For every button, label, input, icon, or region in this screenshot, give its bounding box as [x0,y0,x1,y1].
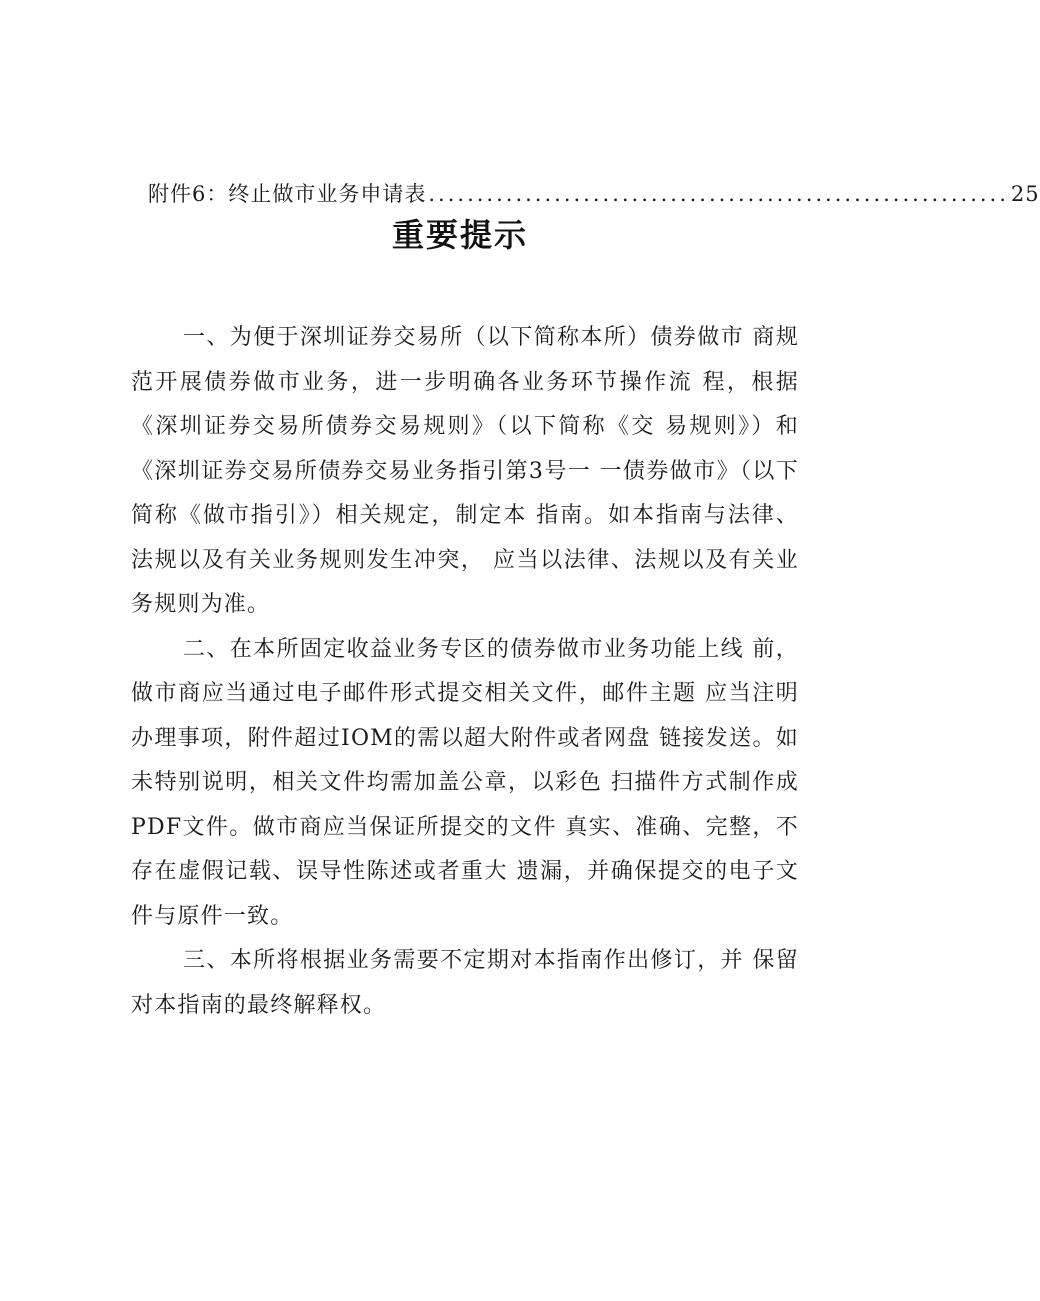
toc-page-number: 25 [1010,182,1040,206]
body-text [131,316,799,1028]
toc-entry[interactable] [148,179,1040,209]
toc-entry-label: 附件6：终止做市业务申请表 [148,182,427,206]
paragraph-2: 二、在本所固定收益业务专区的债券做市业务功能上线 前，做市商应当通过电子邮件形式提交相关文件，邮件主题 应当注明办理事项，附件超过IOM的需以超大附件或者网盘 链接发送。如未特别说明，相关文件均需加盖公章，以彩色 扫描件方式制作成PDF文件。做市商应当保证所提交的文件 真实、准确、完整，不存在虚假记载、误导性陈述或者重大 遗漏，并确保提交的电子文件与原件一致。 [131,636,799,929]
toc-leader-dots: ............................................................ [428,182,1009,206]
paragraph-3: 三、本所将根据业务需要不定期对本指南作出修订，并 保留对本指南的最终解释权。 [131,948,799,1018]
section-heading: 重要提示 [391,216,528,254]
paragraph-1: 一、为便于深圳证券交易所（以下简称本所）债券做市 商规范开展债券做市业务，进一步明确各业务环节操作流 程，根据《深圳证券交易所债券交易规则》（以下简称《交 易规则》）和《深圳证券交易所债券交易业务指引第3号一 一债券做市》（以下简称《做市指引》）相关规定，制定本 指南。如本指南与法律、法规以及有关业务规则发生冲突， 应当以法律、法规以及有关业务规则为准。 [131,325,799,617]
